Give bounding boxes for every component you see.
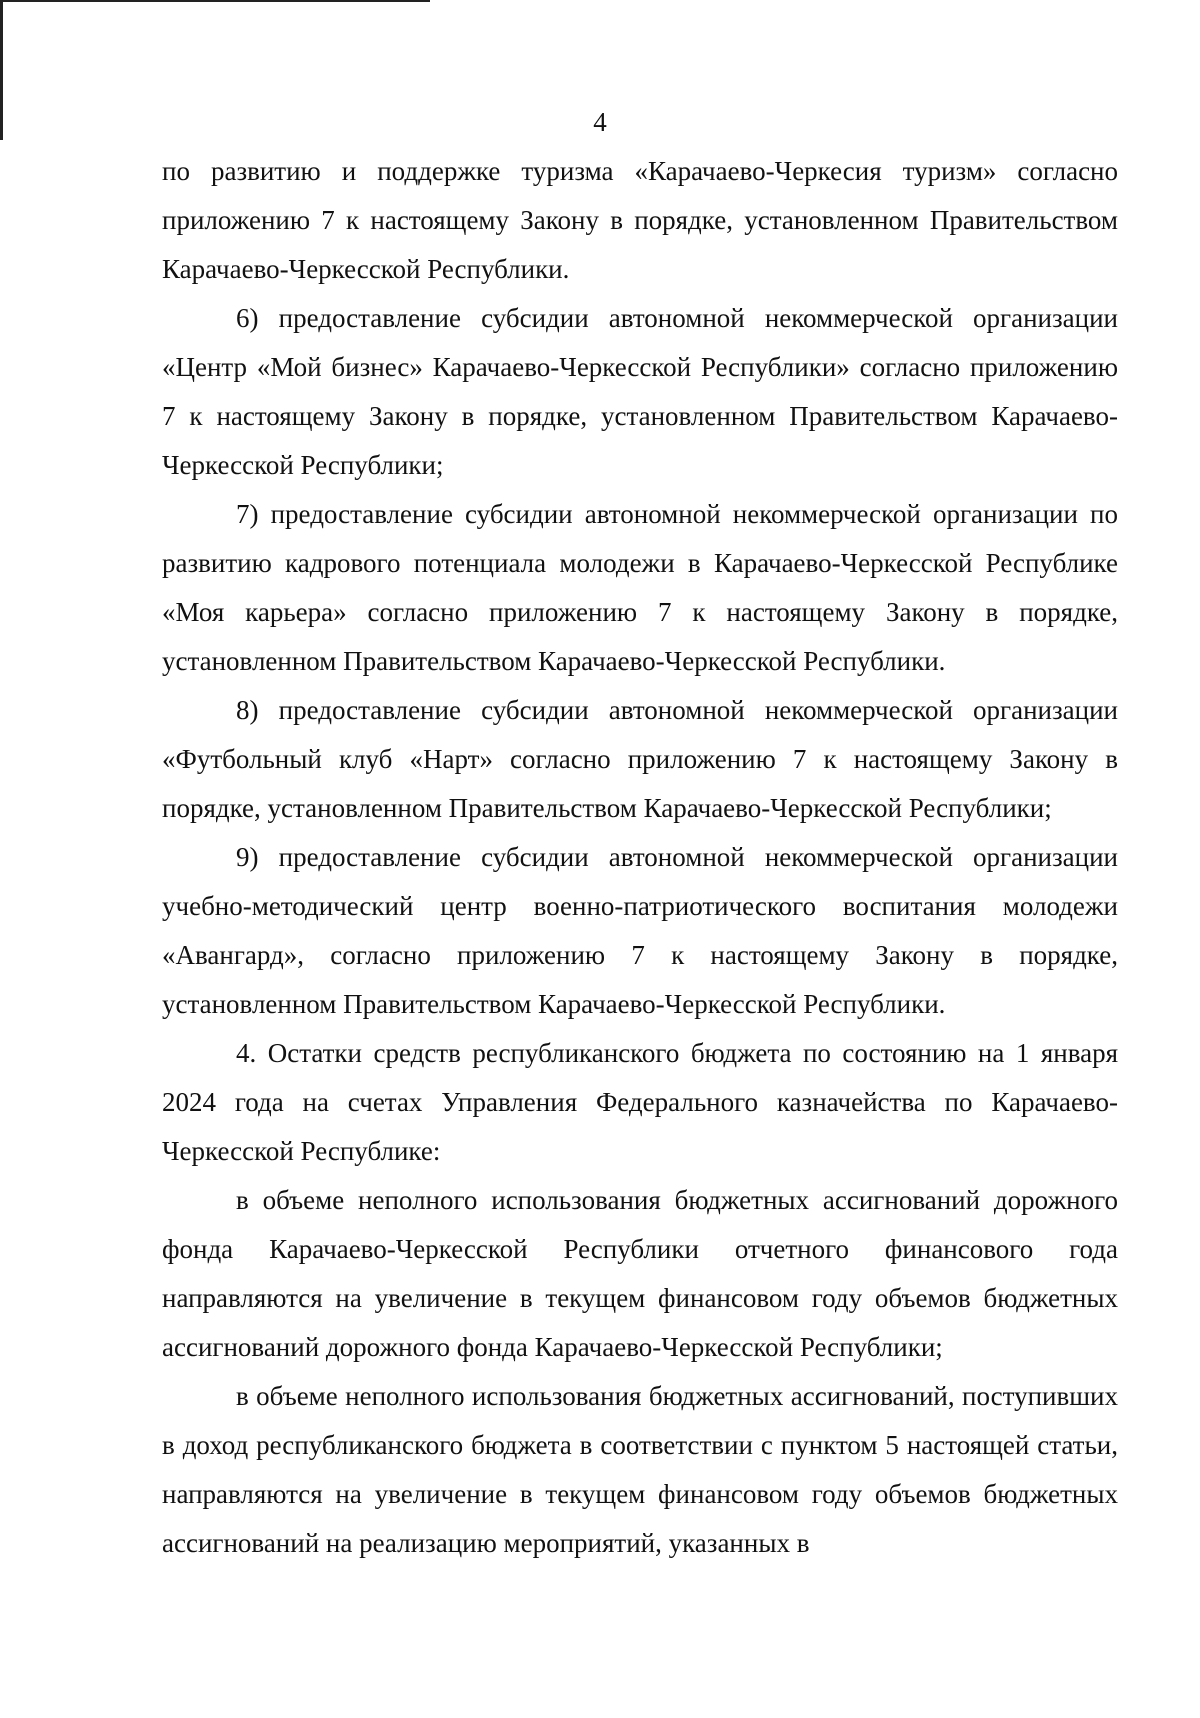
paragraph-budget-allocations: в объеме неполного использования бюджетных ассигнований, поступивших в доход республиканского бюджета в соответствии с пунктом 5 настоящей статьи, направляются на увеличение в текущем финансовом году объемов бюджетных ассигнований на реализацию мероприятий, указанных в	[162, 1381, 1118, 1558]
paragraph-item-9: 9) предоставление субсидии автономной некоммерческой организации учебно-методический центр военно-патриотического воспитания молодежи «Авангард», согласно приложению 7 к настоящему Закону в порядке, установленном Правительством Карачаево-Черкесской Республики.	[162, 842, 1118, 1019]
scan-edge-top	[0, 0, 430, 2]
paragraph-section-4: 4. Остатки средств республиканского бюджета по состоянию на 1 января 2024 года на счетах Управления Федерального казначейства по Карачаево-Черкесской Республике:	[162, 1038, 1118, 1166]
paragraph-item-7: 7) предоставление субсидии автономной некоммерческой организации по развитию кадрового потенциала молодежи в Карачаево-Черкесской Республике «Моя карьера» согласно приложению 7 к настоящему Закону в порядке, установленном Правительством Карачаево-Черкесской Республики.	[162, 499, 1118, 676]
paragraph-road-fund: в объеме неполного использования бюджетных ассигнований дорожного фонда Карачаево-Черкесской Республики отчетного финансового года направляются на увеличение в текущем финансовом году объемов бюджетных ассигнований дорожного фонда Карачаево-Черкесской Республики;	[162, 1185, 1118, 1362]
document-body	[162, 147, 1118, 1568]
paragraph-item-6: 6) предоставление субсидии автономной некоммерческой организации «Центр «Мой бизнес» Карачаево-Черкесской Республики» согласно приложению 7 к настоящему Закону в порядке, установленном Правительством Карачаево-Черкесской Республики;	[162, 303, 1118, 480]
paragraph-item-8: 8) предоставление субсидии автономной некоммерческой организации «Футбольный клуб «Нарт» согласно приложению 7 к настоящему Закону в порядке, установленном Правительством Карачаево-Черкесской Республики;	[162, 695, 1118, 823]
paragraph-continuation: по развитию и поддержке туризма «Карачаево-Черкесия туризм» согласно приложению 7 к настоящему Закону в порядке, установленном Правительством Карачаево-Черкесской Республики.	[162, 156, 1118, 284]
page-number: 4	[593, 107, 607, 137]
